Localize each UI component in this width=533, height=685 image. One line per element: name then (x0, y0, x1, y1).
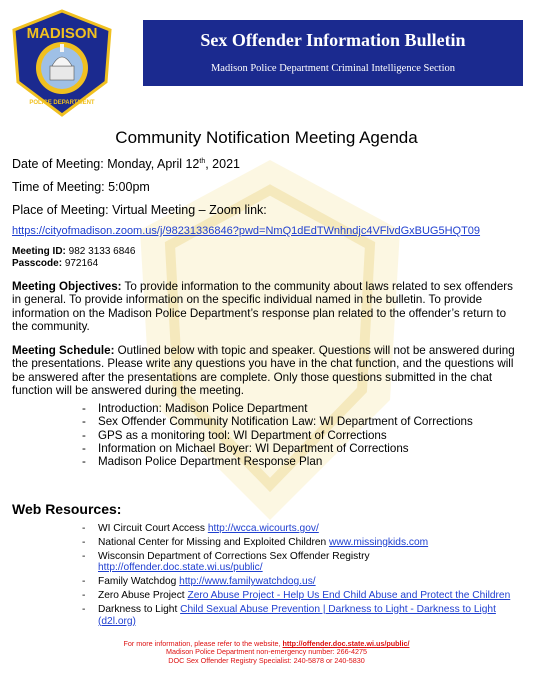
schedule-item: - Information on Michael Boyer: WI Department of Corrections (82, 442, 512, 455)
web-resource-item (82, 576, 522, 588)
web-resource-item (82, 590, 522, 602)
schedule-item: - Madison Police Department Response Plan (82, 455, 512, 468)
resource-label: Family Watchdog (98, 576, 180, 588)
resource-label: Wisconsin Department of Corrections Sex Offender Registry (98, 550, 370, 562)
zoom-link[interactable]: https://cityofmadison.zoom.us/j/98231336846?pwd=NmQ1dEdTWnhndjc4VFlvdGxBUG5HQT09 (12, 225, 481, 237)
date-suffix: th (199, 157, 206, 165)
passcode (12, 258, 98, 269)
meeting-place (12, 203, 267, 217)
time-value: 5:00pm (108, 180, 150, 194)
meeting-objectives (12, 280, 524, 333)
footer-link[interactable]: http://offender.doc.state.wi.us/public/ (282, 639, 410, 648)
resource-label: WI Circuit Court Access (98, 523, 208, 534)
web-resource-item (82, 551, 522, 575)
objectives-text: To provide information to the community about laws related to sex offenders in general. To provide information on the specific individual named in the bulletin. To provide information on the Madison Police Department’s response plan related to the offender’s return to the community. (12, 280, 513, 333)
meeting-id-value: 982 3133 6846 (68, 246, 136, 257)
resource-link[interactable]: http://wcca.wicourts.gov/ (207, 523, 319, 534)
schedule-item: - Introduction: Madison Police Department (82, 402, 512, 415)
passcode-label: Passcode: (12, 258, 65, 269)
resource-link[interactable]: Child Sexual Abuse Prevention | Darkness to Light - Darkness to Light (d2l.org) (98, 603, 496, 627)
place-value: Virtual Meeting – Zoom link: (112, 203, 267, 217)
resource-link[interactable]: http://www.familywatchdog.us/ (179, 576, 316, 588)
schedule-text: Outlined below with topic and speaker. Questions will not be answered during the presentations. Please write any questions you have in the chat function, and the questions will be answered after the presentations are complete. Only those questions submitted in the chat function will be answered during the meeting. (12, 344, 515, 397)
meeting-id (12, 246, 135, 257)
resource-link[interactable]: Zero Abuse Project - Help Us End Child Abuse and Protect the Children (187, 589, 511, 601)
bulletin-banner (143, 20, 523, 86)
schedule-label: Meeting Schedule: (12, 344, 115, 357)
meeting-time (12, 180, 150, 194)
agenda-title: Community Notification Meeting Agenda (115, 128, 418, 147)
schedule-item: - Sex Offender Community Notification Law: WI Department of Corrections (82, 415, 512, 428)
banner-title: Sex Offender Information Bulletin (200, 30, 466, 50)
place-label: Place of Meeting: (12, 203, 113, 217)
web-resource-item (82, 523, 522, 535)
meeting-date (12, 157, 240, 171)
footer-line-3: DOC Sex Offender Registry Specialist: 240-5878 or 240-5830 (168, 655, 365, 665)
schedule-list (82, 402, 512, 468)
objectives-label: Meeting Objectives: (12, 280, 122, 293)
web-resources-header: Web Resources: (12, 501, 122, 517)
resource-label: Zero Abuse Project (98, 589, 188, 601)
date-label: Date of Meeting: (12, 157, 108, 171)
schedule-item: - GPS as a monitoring tool: WI Department of Corrections (82, 429, 512, 442)
resource-label: National Center for Missing and Exploited Children (98, 536, 330, 548)
footer-line-2: Madison Police Department non-emergency number: 266-4275 (166, 647, 367, 657)
web-resource-item (82, 537, 522, 549)
badge-text-bottom: POLICE DEPARTMENT (29, 100, 95, 106)
banner-subtitle: Madison Police Department Criminal Intelligence Section (210, 63, 456, 74)
web-resources-list (82, 523, 522, 629)
footer (0, 640, 533, 665)
resource-link[interactable]: http://offender.doc.state.wi.us/public/ (98, 562, 263, 574)
passcode-value: 972164 (64, 258, 99, 269)
time-label: Time of Meeting: (12, 180, 109, 194)
resource-label: Darkness to Light (98, 603, 181, 615)
meeting-schedule (12, 344, 524, 397)
police-badge-logo (6, 8, 118, 118)
web-resource-item (82, 604, 522, 628)
resource-link[interactable]: www.missingkids.com (329, 536, 429, 548)
date-value: Monday, April 12 (107, 157, 200, 171)
date-year: , 2021 (205, 157, 240, 171)
footer-text: For more information, please refer to the website, (123, 639, 283, 648)
badge-text-top: MADISON (26, 25, 98, 42)
meeting-id-label: Meeting ID: (12, 246, 69, 257)
